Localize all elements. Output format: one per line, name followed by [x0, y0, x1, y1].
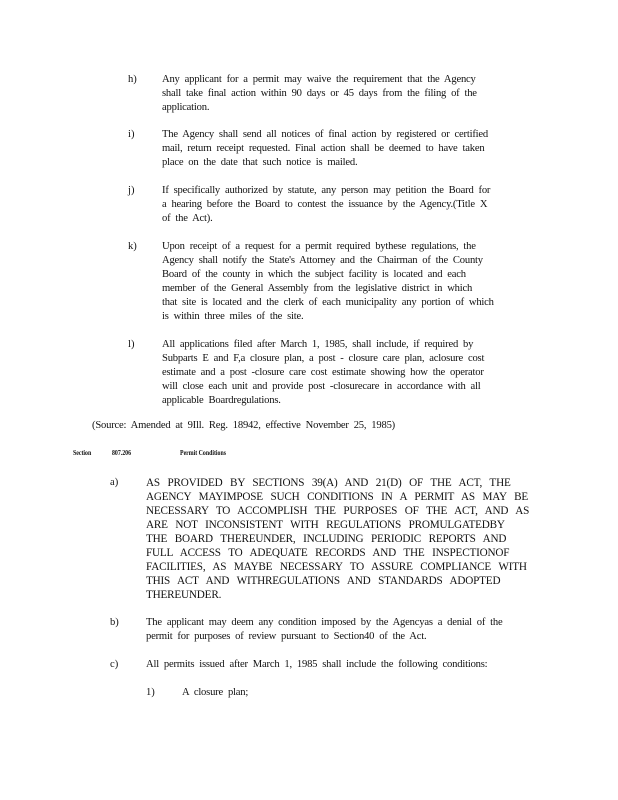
subsection-label: i) — [128, 129, 135, 140]
subsection-line: Subparts E and F,a closure plan, a post - closure care plan, aclosure cost — [162, 353, 485, 364]
subsection-line: Board of the county in which the subject facility is located and each — [162, 269, 466, 280]
subsection-line: shall take final action within 90 days or 45 days from the filing of the — [162, 88, 477, 99]
source-note: (Source: Amended at 9Ill. Reg. 18942, effective November 25, 1985) — [92, 420, 396, 431]
subsection-line: is within three miles of the site. — [162, 311, 304, 322]
subsection-line: THEREUNDER. — [146, 589, 222, 601]
subsection-line: FULL ACCESS TO ADEQUATE RECORDS AND THE INSPECTIONOF — [146, 547, 510, 559]
item-label: 1) — [146, 687, 155, 698]
subsection-label: j) — [128, 185, 135, 196]
subsection-line: permit for purposes of review pursuant to Section40 of the Act. — [146, 631, 427, 642]
subsection-line: will close each unit and provide post -closurecare in accordance with all — [162, 381, 481, 392]
subsection-line: a hearing before the Board to contest the issuance by the Agency.(Title X — [162, 199, 488, 210]
subsection-line: All permits issued after March 1, 1985 shall include the following conditions: — [146, 659, 488, 670]
subsection-label: l) — [128, 339, 135, 350]
section-title: Permit Conditions — [180, 448, 226, 457]
item-text: A closure plan; — [182, 687, 249, 698]
subsection-line: member of the General Assembly from the legislative district in which — [162, 283, 473, 294]
subsection-label: b) — [110, 617, 119, 628]
subsection-line: place on the date that such notice is mailed. — [162, 157, 358, 168]
subsection-line: of the Act). — [162, 213, 213, 224]
subsection-line: ARE NOT INCONSISTENT WITH REGULATIONS PROMULGATEDBY — [146, 519, 505, 531]
subsection-line: The Agency shall send all notices of final action by registered or certified — [162, 129, 489, 140]
subsection-line: The applicant may deem any condition imposed by the Agencyas a denial of the — [146, 617, 503, 628]
subsection-line: AGENCY MAYIMPOSE SUCH CONDITIONS IN A PERMIT AS MAY BE — [146, 491, 528, 503]
subsection-line: NECESSARY TO ACCOMPLISH THE PURPOSES OF THE ACT, AND AS — [146, 505, 530, 517]
subsection-line: FACILITIES, AS MAYBE NECESSARY TO ASSURE COMPLIANCE WITH — [146, 561, 527, 573]
section-label: Section — [73, 448, 92, 457]
subsection-line: estimate and a post -closure care cost estimate showing how the operator — [162, 367, 484, 378]
subsection-line: THIS ACT AND WITHREGULATIONS AND STANDARDS ADOPTED — [146, 575, 501, 587]
subsection-line: that site is located and the clerk of each municipality any portion of which — [162, 297, 494, 308]
subsection-line: THE BOARD THEREUNDER, INCLUDING PERIODIC REPORTS AND — [146, 533, 507, 545]
subsection-line: All applications filed after March 1, 1985, shall include, if required by — [162, 339, 474, 350]
subsection-line: Any applicant for a permit may waive the requirement that the Agency — [162, 74, 476, 85]
subsection-label: a) — [110, 477, 119, 488]
subsection-line: applicable Boardregulations. — [162, 395, 281, 406]
section-number: 807.206 — [112, 448, 132, 457]
subsection-label: c) — [110, 659, 119, 670]
subsection-line: AS PROVIDED BY SECTIONS 39(A) AND 21(D) OF THE ACT, THE — [146, 477, 511, 489]
subsection-label: h) — [128, 74, 137, 85]
subsection-line: If specifically authorized by statute, any person may petition the Board for — [162, 185, 491, 196]
subsection-line: mail, return receipt requested. Final action shall be deemed to have taken — [162, 143, 485, 154]
subsection-label: k) — [128, 241, 137, 252]
subsection-line: application. — [162, 102, 210, 113]
subsection-line: Upon receipt of a request for a permit required bythese regulations, the — [162, 241, 476, 252]
subsection-line: Agency shall notify the State's Attorney and the Chairman of the County — [162, 255, 483, 266]
